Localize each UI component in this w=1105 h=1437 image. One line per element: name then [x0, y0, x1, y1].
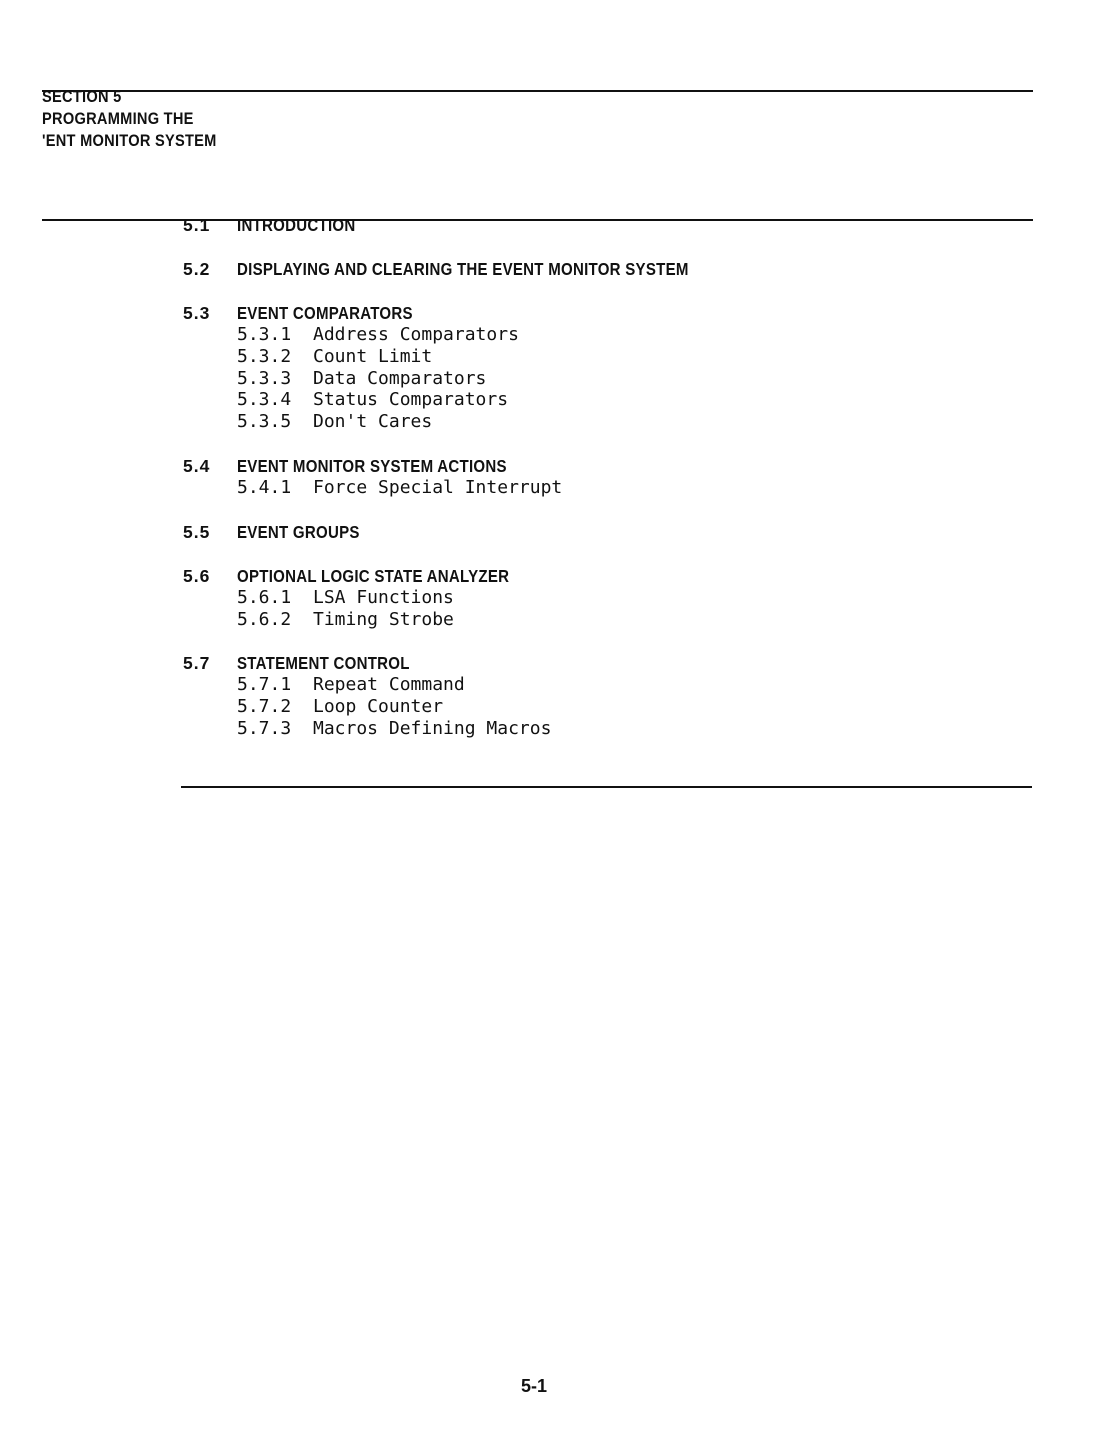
toc-entry — [183, 521, 1033, 543]
toc-subentry — [183, 477, 1033, 499]
toc-subentry-number: 5.7.1 — [237, 674, 292, 696]
toc-entry-number: 5.3 — [183, 303, 211, 323]
toc-entry-number: 5.4 — [183, 455, 211, 476]
toc-subentry-title: Don't Cares — [313, 411, 433, 433]
toc-spacer — [183, 280, 1033, 302]
toc-subentry-title: Count Limit — [313, 345, 433, 367]
toc-subentry-number: 5.3.5 — [237, 411, 292, 433]
toc-subentry-title: Loop Counter — [313, 696, 444, 718]
toc-spacer — [183, 433, 1033, 455]
toc-entry-heading — [183, 521, 1033, 543]
section-title-line2: 'ENT MONITOR SYSTEM — [42, 131, 217, 150]
toc-subentry — [183, 718, 1033, 740]
section-header — [42, 86, 245, 152]
toc-subentry-number: 5.4.1 — [237, 476, 292, 498]
toc-entry-number: 5.6 — [183, 565, 211, 586]
toc-entry-number: 5.1 — [183, 215, 211, 235]
toc-subentry-number: 5.6.1 — [237, 586, 292, 608]
toc-entry-number: 5.5 — [183, 521, 211, 542]
toc-entry — [183, 652, 1033, 739]
toc-subentry — [183, 368, 1033, 390]
toc-subentry — [183, 609, 1033, 631]
page-number: 5-1 — [520, 1376, 547, 1396]
toc-entry-title: EVENT MONITOR SYSTEM ACTIONS — [237, 455, 507, 476]
toc-entry — [183, 565, 1033, 631]
toc-subentry — [183, 696, 1033, 718]
toc-subentry-number: 5.3.3 — [237, 367, 292, 389]
toc-entry-title: INTRODUCTION — [237, 215, 356, 235]
toc-entry-heading — [183, 652, 1033, 674]
toc-entry-heading — [183, 258, 1033, 280]
toc-subentry-title: LSA Functions — [313, 586, 454, 608]
toc-spacer — [183, 499, 1033, 521]
section-title-line1: PROGRAMMING THE — [42, 109, 194, 128]
toc-subentry-title: Timing Strobe — [313, 608, 454, 630]
toc-entry — [183, 258, 1033, 280]
toc-entry — [183, 455, 1033, 499]
toc-subentry-title: Force Special Interrupt — [313, 476, 563, 498]
toc-subentry-title: Address Comparators — [313, 324, 519, 345]
toc-entry-number: 5.2 — [183, 259, 211, 279]
toc-subentry-number: 5.6.2 — [237, 608, 292, 630]
toc-entry-title: EVENT GROUPS — [237, 521, 360, 542]
toc-entry-heading — [183, 455, 1033, 477]
toc-subentry-title: Repeat Command — [313, 674, 465, 696]
toc-entry-title: DISPLAYING AND CLEARING THE EVENT MONITOR SYSTEM — [237, 259, 689, 279]
toc-subentry-number: 5.3.4 — [237, 389, 292, 411]
toc-spacer — [183, 543, 1033, 565]
table-of-contents — [183, 214, 1033, 740]
toc-subentry-number: 5.7.3 — [237, 717, 292, 739]
toc-entry-title: EVENT COMPARATORS — [237, 303, 413, 323]
toc-subentry-number: 5.3.1 — [237, 324, 292, 345]
toc-entry-title: OPTIONAL LOGIC STATE ANALYZER — [237, 565, 510, 586]
toc-subentry-title: Macros Defining Macros — [313, 717, 552, 739]
toc-entry-title: STATEMENT CONTROL — [237, 653, 410, 674]
toc-entry — [183, 302, 1033, 433]
toc-subentry — [183, 324, 1033, 346]
toc-spacer — [183, 236, 1033, 258]
toc-subentry — [183, 411, 1033, 433]
toc-subentry-title: Data Comparators — [313, 367, 487, 389]
toc-entry-number: 5.7 — [183, 653, 211, 674]
toc-subentry — [183, 674, 1033, 696]
toc-subentry — [183, 587, 1033, 609]
toc-subentry-number: 5.3.2 — [237, 345, 292, 367]
toc-subentry — [183, 346, 1033, 368]
toc-subentry — [183, 389, 1033, 411]
toc-spacer — [183, 630, 1033, 652]
toc-subentry-number: 5.7.2 — [237, 696, 292, 718]
toc-entry-heading — [183, 565, 1033, 587]
toc-entry-heading — [183, 302, 1033, 324]
toc-subentry-title: Status Comparators — [313, 389, 509, 411]
toc-entry — [183, 214, 1033, 236]
section-label: SECTION 5 — [42, 87, 122, 106]
toc-entry-heading — [183, 214, 1033, 236]
toc-bottom-rule — [181, 786, 1032, 788]
